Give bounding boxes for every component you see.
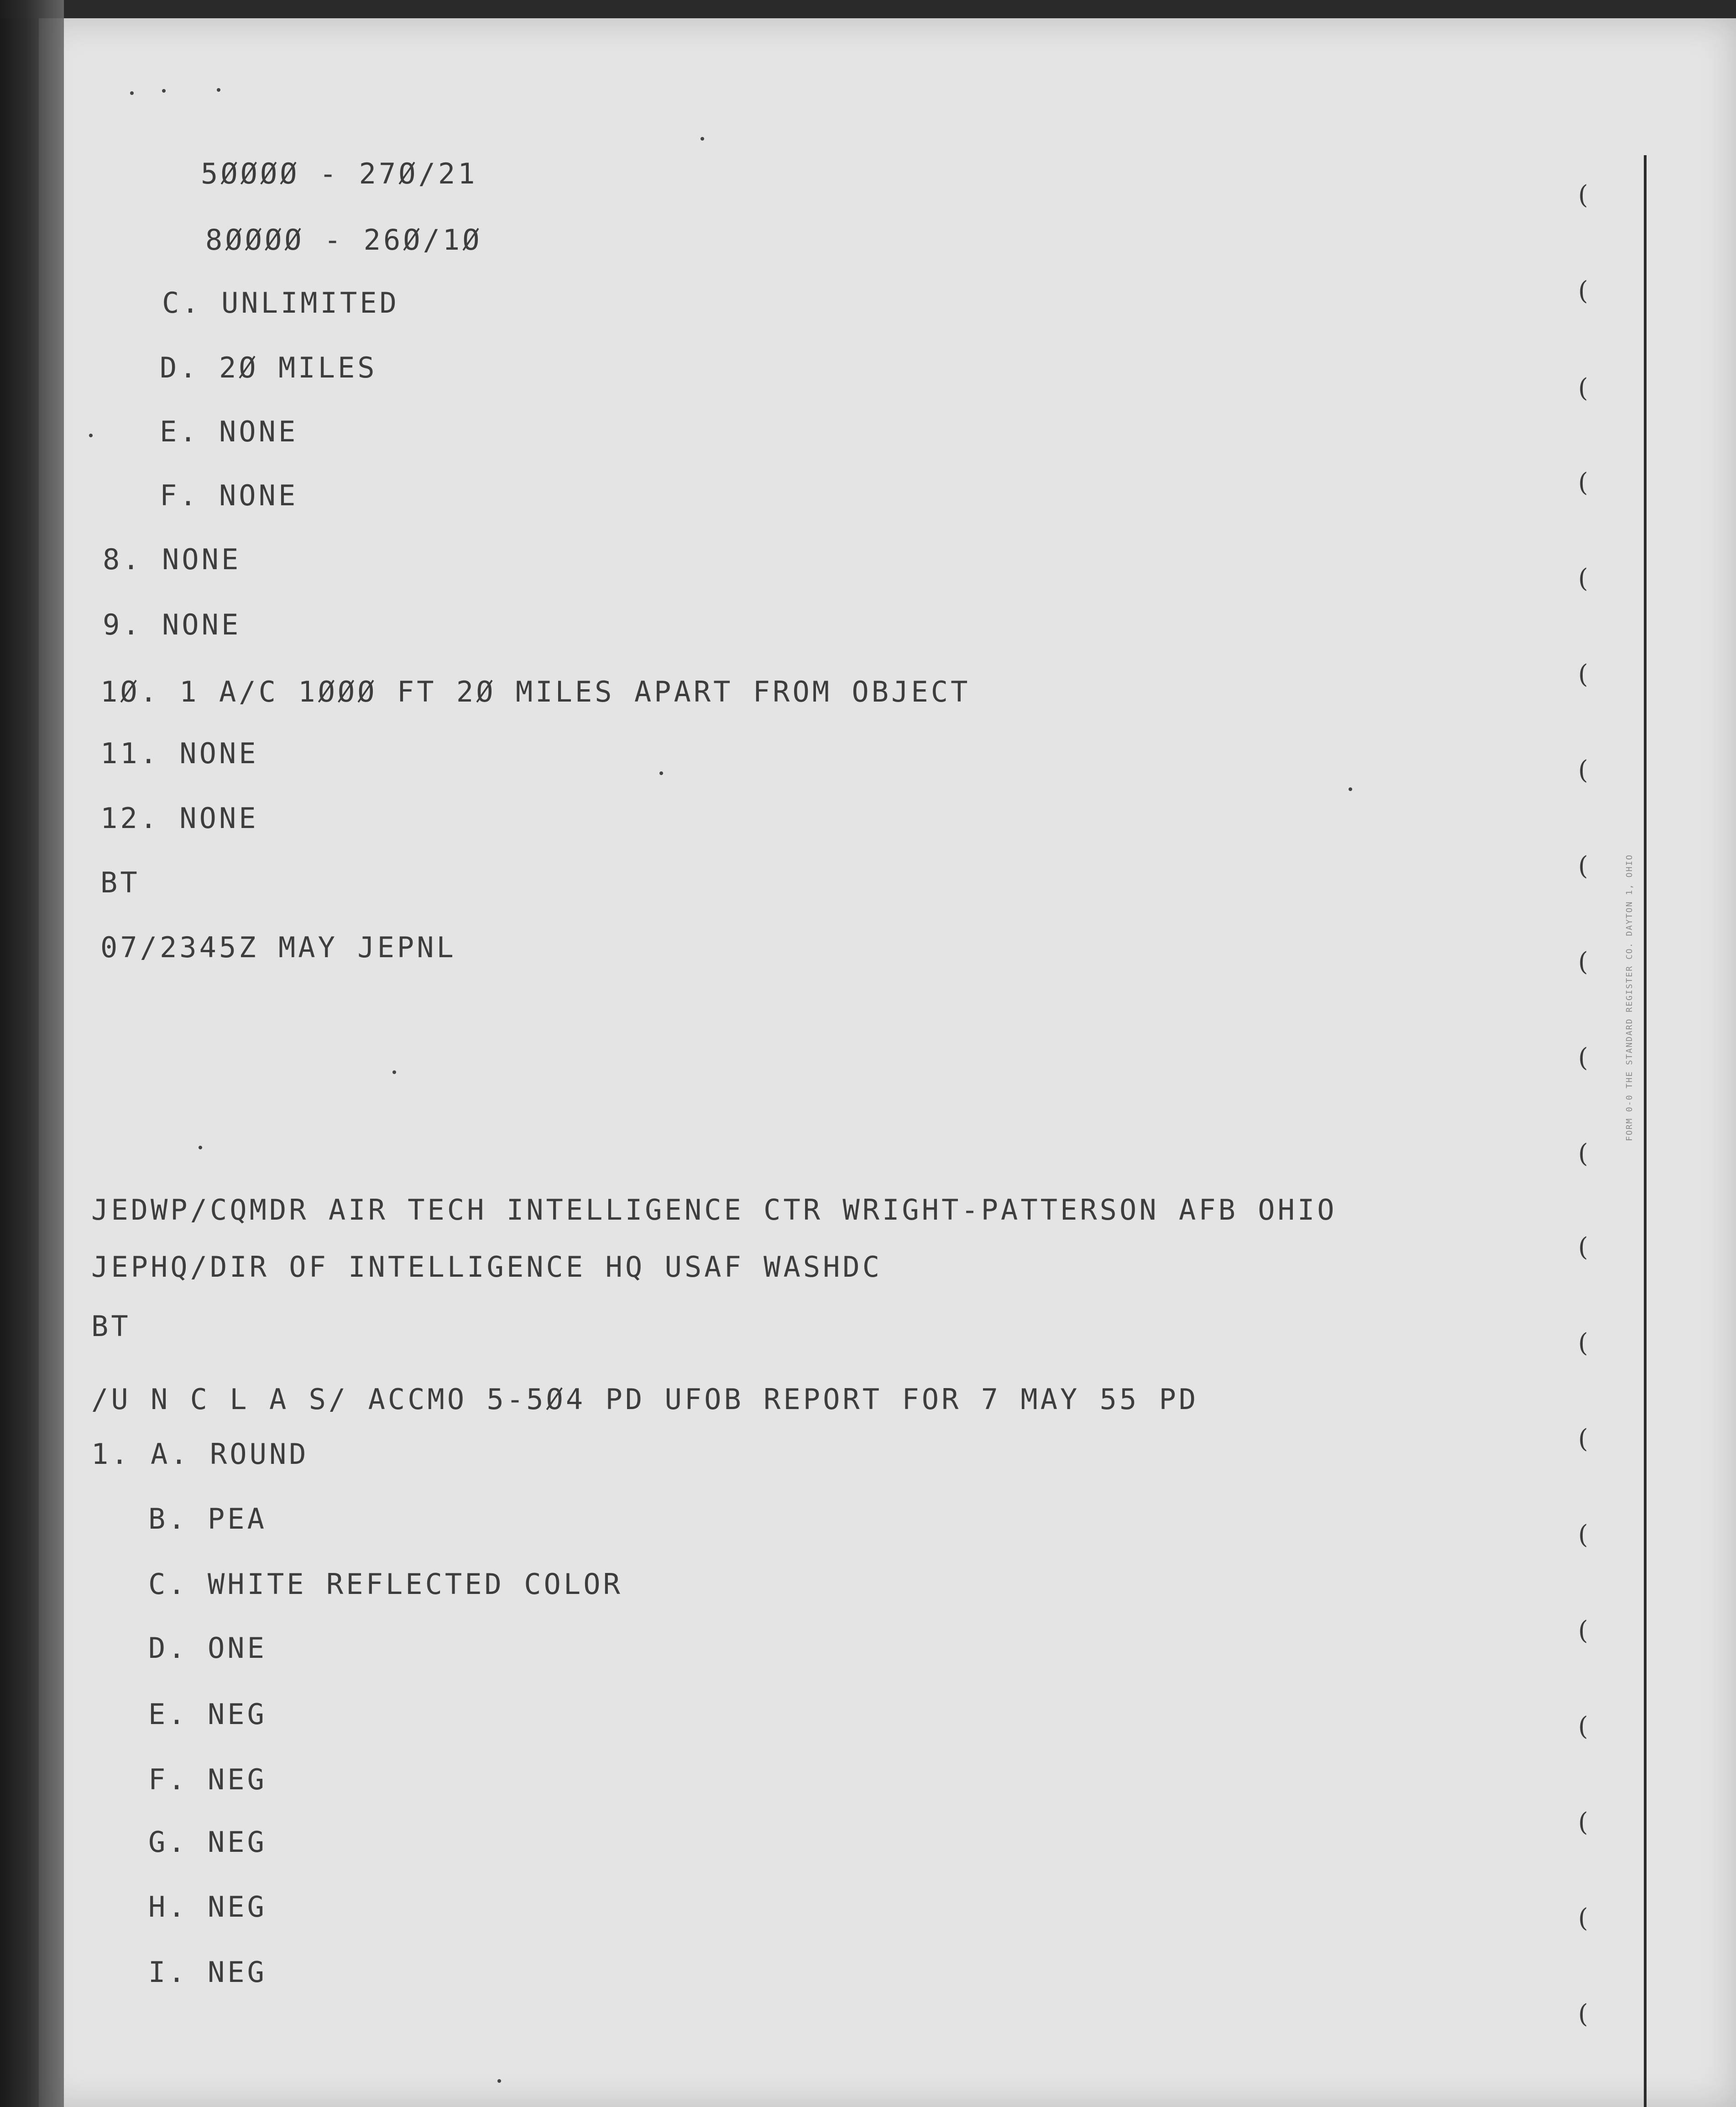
margin-tick: ( xyxy=(1578,1808,1588,1837)
margin-tick: ( xyxy=(1578,180,1588,210)
margin-rule xyxy=(1644,155,1647,2107)
margin-tick: ( xyxy=(1578,1616,1588,1646)
margin-tick: ( xyxy=(1578,468,1588,498)
item-1g-line: G. NEG xyxy=(148,1825,267,1859)
item-11-line: 11. NONE xyxy=(100,737,259,770)
scan-speck xyxy=(392,1070,396,1074)
margin-tick: ( xyxy=(1578,1424,1588,1454)
scan-speck xyxy=(130,91,134,95)
margin-tick: ( xyxy=(1578,1232,1588,1262)
item-9-line: 9. NONE xyxy=(103,608,241,641)
teletype-page xyxy=(39,18,1736,2107)
item-1d-line: D. ONE xyxy=(148,1631,267,1665)
item-1i-line: I. NEG xyxy=(148,1955,267,1989)
item-1a-line: 1. A. ROUND xyxy=(91,1437,309,1471)
scan-speck xyxy=(659,771,663,775)
margin-tick: ( xyxy=(1578,755,1588,785)
addressee-line-1: JEDWP/CQMDR AIR TECH INTELLIGENCE CTR WRIGHT-PATTERSON AFB OHIO xyxy=(91,1193,1337,1226)
bt-separator-1: BT xyxy=(100,866,140,899)
margin-tick: ( xyxy=(1578,660,1588,689)
margin-tick: ( xyxy=(1578,1520,1588,1550)
item-8-line: 8. NONE xyxy=(103,543,241,576)
form-imprint: FORM 0-0 THE STANDARD REGISTER CO. DAYTON 1, OHIO xyxy=(1625,854,1634,1141)
margin-tick: ( xyxy=(1578,1043,1588,1073)
wind-line-8: 8ØØØØ - 26Ø/1Ø xyxy=(205,223,482,257)
bt-separator-2: BT xyxy=(91,1310,131,1343)
item-12-line: 12. NONE xyxy=(100,802,259,835)
margin-tick: ( xyxy=(1578,564,1588,593)
item-c-line: C. UNLIMITED xyxy=(162,286,399,320)
margin-tick: ( xyxy=(1578,1999,1588,2029)
item-1c-line: C. WHITE REFLECTED COLOR xyxy=(148,1567,623,1601)
scan-top-edge xyxy=(0,0,1736,18)
item-1e-line: E. NEG xyxy=(148,1698,267,1731)
item-1f-line: F. NEG xyxy=(148,1763,267,1796)
dtg-line: 07/2345Z MAY JEPNL xyxy=(100,931,456,964)
scan-speck xyxy=(701,137,704,141)
item-1b-line: B. PEA xyxy=(148,1502,267,1536)
margin-tick: ( xyxy=(1578,276,1588,306)
item-10-line: 1Ø. 1 A/C 1ØØØ FT 2Ø MILES APART FROM OBJECT xyxy=(100,675,971,708)
margin-tick: ( xyxy=(1578,373,1588,403)
subject-line: /U N C L A S/ ACCMO 5-5Ø4 PD UFOB REPORT FOR 7 MAY 55 PD xyxy=(91,1383,1199,1416)
addressee-line-2: JEPHQ/DIR OF INTELLIGENCE HQ USAF WASHDC xyxy=(91,1250,883,1284)
scan-left-shadow xyxy=(0,0,64,2107)
margin-tick: ( xyxy=(1578,947,1588,977)
margin-tick: ( xyxy=(1578,1328,1588,1358)
item-1h-line: H. NEG xyxy=(148,1890,267,1924)
scan-speck xyxy=(199,1146,202,1149)
wind-line-5: 5ØØØØ - 27Ø/21 xyxy=(201,157,478,190)
item-e-line: E. NONE xyxy=(160,415,298,448)
item-d-line: D. 2Ø MILES xyxy=(160,351,377,384)
scan-speck xyxy=(497,2079,501,2083)
margin-tick: ( xyxy=(1578,1139,1588,1169)
item-f-line: F. NONE xyxy=(160,479,298,512)
margin-tick: ( xyxy=(1578,1903,1588,1933)
margin-tick: ( xyxy=(1578,1712,1588,1741)
margin-tick: ( xyxy=(1578,851,1588,881)
scan-speck xyxy=(89,434,93,437)
scan-speck xyxy=(217,88,220,92)
scan-speck xyxy=(1349,787,1352,791)
scan-speck xyxy=(162,89,166,93)
